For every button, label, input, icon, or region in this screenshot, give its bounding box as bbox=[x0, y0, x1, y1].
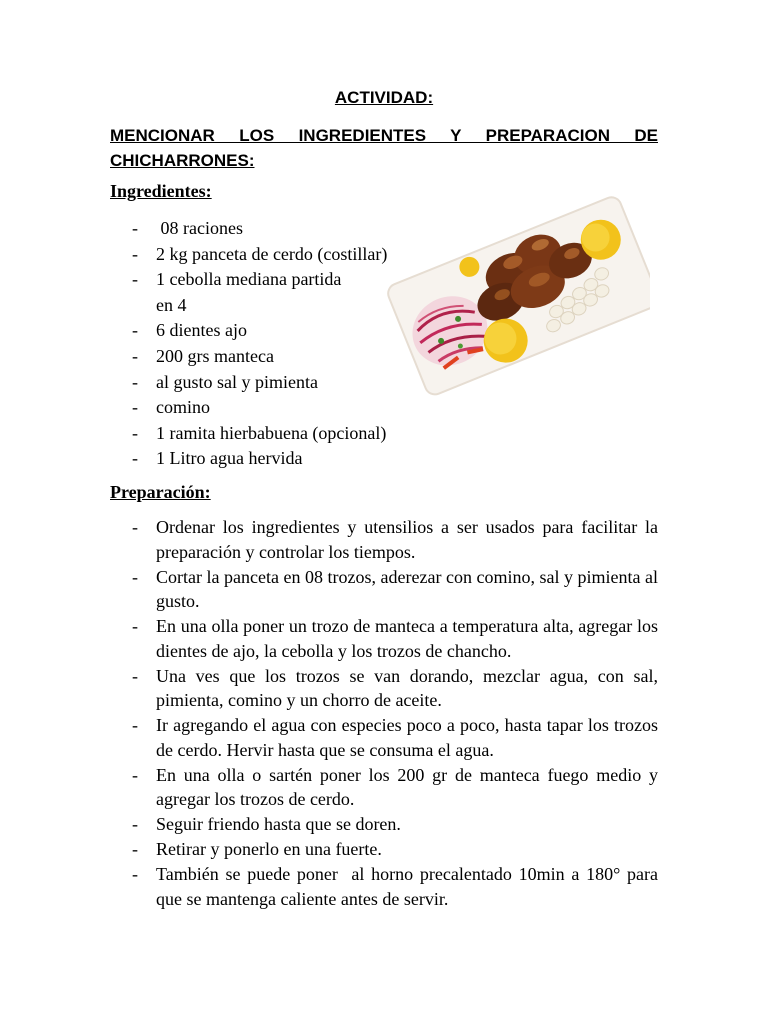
list-item: - 1 Litro agua hervida bbox=[132, 446, 432, 472]
list-item: - Ir agregando el agua con especies poco a poco, hasta tapar los trozos de cerdo. Hervir hasta que se consuma el agua. bbox=[132, 713, 658, 762]
list-item: - al gusto sal y pimienta bbox=[132, 370, 432, 396]
activity-subtitle: MENCIONAR LOS INGREDIENTES Y PREPARACION DE CHICHARRONES: bbox=[110, 126, 658, 170]
list-item: - Una ves que los trozos se van dorando, mezclar agua, con sal, pimienta, comino y un chorro de aceite. bbox=[132, 664, 658, 713]
list-item: - comino bbox=[132, 395, 432, 421]
ingredients-heading: Ingredientes: bbox=[110, 181, 212, 201]
preparation-list bbox=[132, 515, 663, 912]
list-item: - En una olla poner un trozo de manteca a temperatura alta, agregar los dientes de ajo, la cebolla y los trozos de chancho. bbox=[132, 614, 658, 663]
list-item: - También se puede poner al horno precalentado 10min a 180° para que se mantenga caliente antes de servir. bbox=[132, 862, 658, 911]
list-item: - En una olla o sartén poner los 200 gr de manteca fuego medio y agregar los trozos de cerdo. bbox=[132, 763, 658, 812]
list-item: - Cortar la panceta en 08 trozos, aderezar con comino, sal y pimienta al gusto. bbox=[132, 565, 658, 614]
list-item: - 6 dientes ajo bbox=[132, 318, 432, 344]
list-item: - Seguir friendo hasta que se doren. bbox=[132, 812, 658, 837]
chicharrones-plate-photo bbox=[380, 192, 650, 402]
list-item: - Retirar y ponerlo en una fuerte. bbox=[132, 837, 658, 862]
list-item: - 08 raciones bbox=[132, 216, 432, 242]
list-item: - 2 kg panceta de cerdo (costillar) bbox=[132, 242, 432, 268]
list-item: - Ordenar los ingredientes y utensilios a ser usados para facilitar la preparación y controlar los tiempos. bbox=[132, 515, 658, 564]
preparation-heading: Preparación: bbox=[110, 482, 211, 502]
list-item: - 1 cebolla mediana partida en 4 bbox=[132, 267, 356, 318]
list-item: - 1 ramita hierbabuena (opcional) bbox=[132, 421, 432, 447]
list-item: - 200 grs manteca bbox=[132, 344, 432, 370]
page-title: ACTIVIDAD: bbox=[334, 88, 434, 107]
